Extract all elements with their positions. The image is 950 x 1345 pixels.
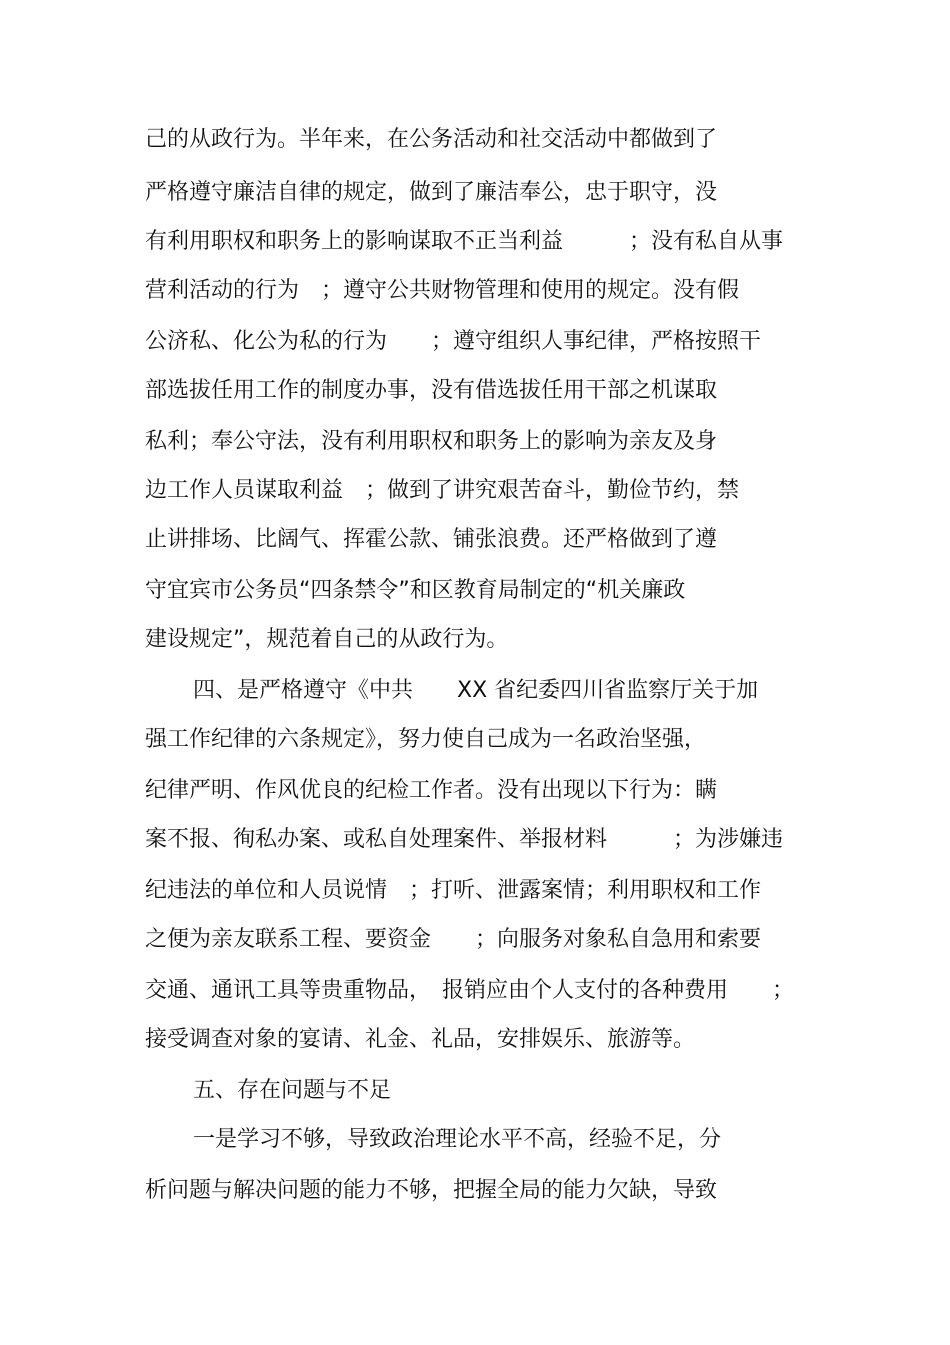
text-line: 析问题与解决问题的能力不够，把握全局的能力欠缺，导致 bbox=[145, 1178, 718, 1203]
text-line: 接受调查对象的宴请、礼金、礼品，安排娱乐、旅游等。 bbox=[145, 1027, 696, 1052]
text-line: 私利；奉公守法，没有利用职权和职务上的影响为亲友及身 bbox=[145, 429, 718, 454]
text-line: 营利活动的行为 ；遵守公共财物管理和使用的规定。没有假 bbox=[145, 278, 740, 303]
text-line: 强工作纪律的六条规定》，努力使自己成为一名政治坚强， bbox=[145, 727, 707, 752]
text-line: 部选拔任用工作的制度办事，没有借选拔任用干部之机谋取 bbox=[145, 378, 718, 403]
text-line: 交通、通讯工具等贵重物品， 报销应由个人支付的各种费用 ； bbox=[145, 978, 795, 1003]
text-line: 有利用职权和职务上的影响谋取不正当利益 ；没有私自从事 bbox=[145, 229, 784, 254]
section-heading: 五、存在问题与不足 bbox=[193, 1078, 392, 1103]
text-line: 建设规定”，规范着自己的从政行为。 bbox=[145, 627, 509, 652]
paragraph-heading: 四、是严格遵守《中共 XX 省纪委四川省监察厅关于加 bbox=[193, 678, 759, 703]
text-line: 案不报、徇私办案、或私自处理案件、举报材料 ；为涉嫌违 bbox=[145, 827, 784, 852]
text-line: 纪违法的单位和人员说情 ；打听、泄露案情；利用职权和工作 bbox=[145, 878, 762, 903]
text-line: 公济私、化公为私的行为 ；遵守组织人事纪律，严格按照干 bbox=[145, 329, 762, 354]
text-line: 边工作人员谋取利益 ；做到了讲究艰苦奋斗，勤俭节约，禁 bbox=[145, 478, 740, 503]
text-line: 严格遵守廉洁自律的规定，做到了廉洁奉公，忠于职守，没 bbox=[145, 180, 718, 205]
paragraph-start: 一是学习不够，导致政治理论水平不高，经验不足，分 bbox=[193, 1127, 722, 1152]
text-line: 己的从政行为。半年来，在公务活动和社交活动中都做到了 bbox=[145, 127, 718, 152]
text-line: 守宜宾市公务员“四条禁令”和区教育局制定的“机关廉政 bbox=[145, 578, 686, 603]
text-line: 止讲排场、比阔气、挥霍公款、铺张浪费。还严格做到了遵 bbox=[145, 527, 718, 552]
text-line: 纪律严明、作风优良的纪检工作者。没有出现以下行为：瞒 bbox=[145, 778, 718, 803]
text-line: 之便为亲友联系工程、要资金 ；向服务对象私自急用和索要 bbox=[145, 927, 762, 952]
